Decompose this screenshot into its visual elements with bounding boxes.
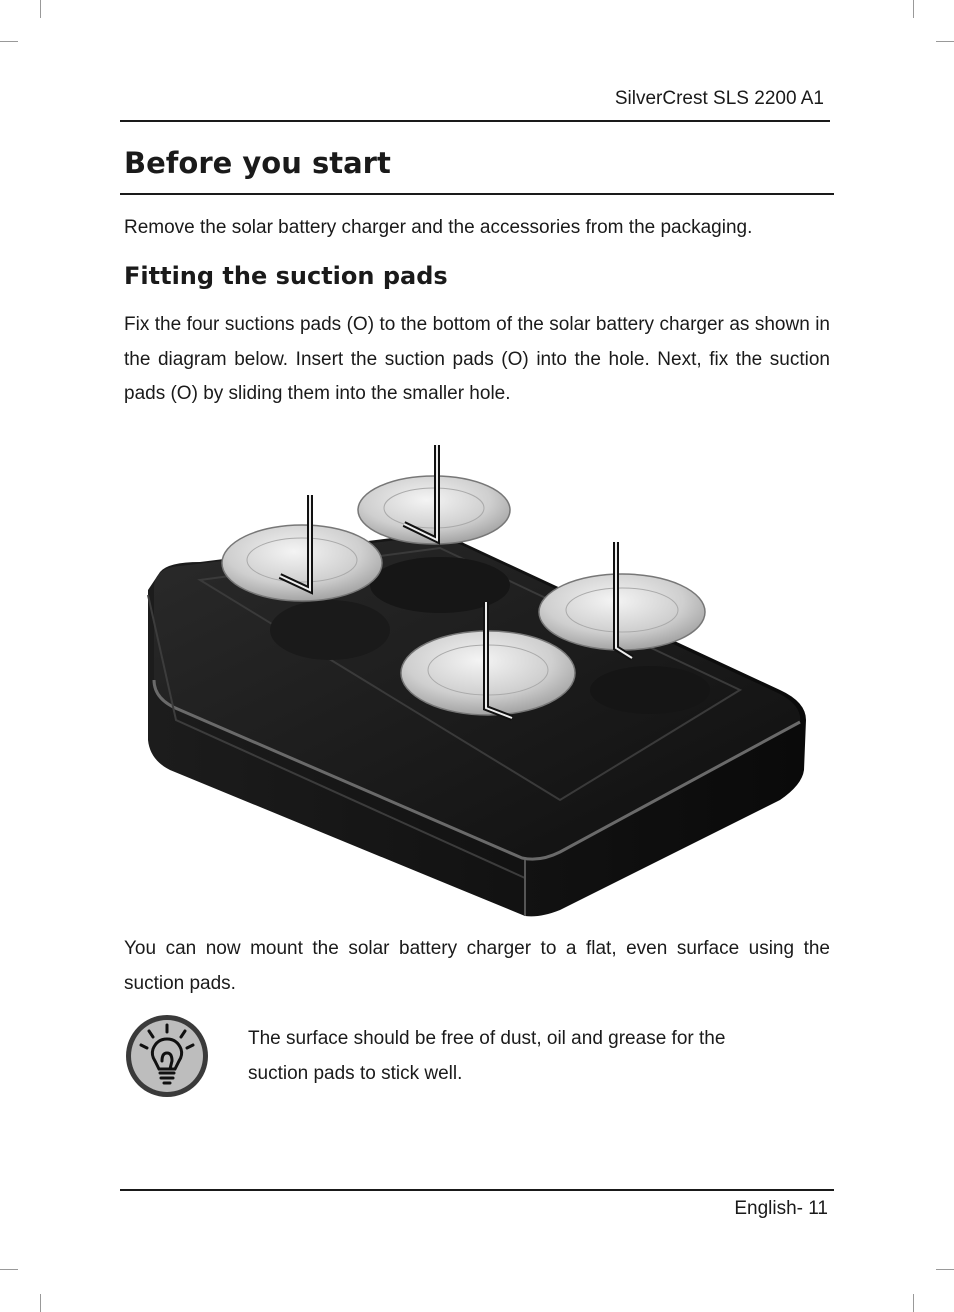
title-rule [120,193,834,195]
running-header: SilverCrest SLS 2200 A1 [614,88,824,109]
header-rule [120,120,830,122]
intro-paragraph: Remove the solar battery charger and the accessories from the packaging. [124,217,753,238]
page-number: English- 11 [734,1198,828,1219]
footer-rule [120,1189,834,1191]
tip-text: The surface should be free of dust, oil and grease for the suction pads to stick well. [248,1028,726,1084]
suction-pad-diagram [140,440,820,920]
section-title: Before you start [124,146,391,180]
crop-mark [40,1294,41,1312]
mounting-paragraph: You can now mount the solar battery charger to a flat, even surface using the suction pads. [124,938,830,994]
crop-mark [0,41,18,42]
suction-pad [222,525,382,601]
crop-mark [0,1269,18,1270]
suction-pad [539,574,705,650]
lightbulb-icon [124,1013,210,1099]
crop-mark [40,0,41,18]
subsection-title: Fitting the suction pads [124,262,448,290]
fitting-paragraph: Fix the four suctions pads (O) to the bottom of the solar battery charger as shown in the diagram below. Insert the suction pads (O) into the hole. Next, fix the suction pads (O) by sliding them into the smaller hole. [124,314,830,404]
crop-mark [936,41,954,42]
crop-mark [913,1294,914,1312]
crop-mark [913,0,914,18]
crop-mark [936,1269,954,1270]
